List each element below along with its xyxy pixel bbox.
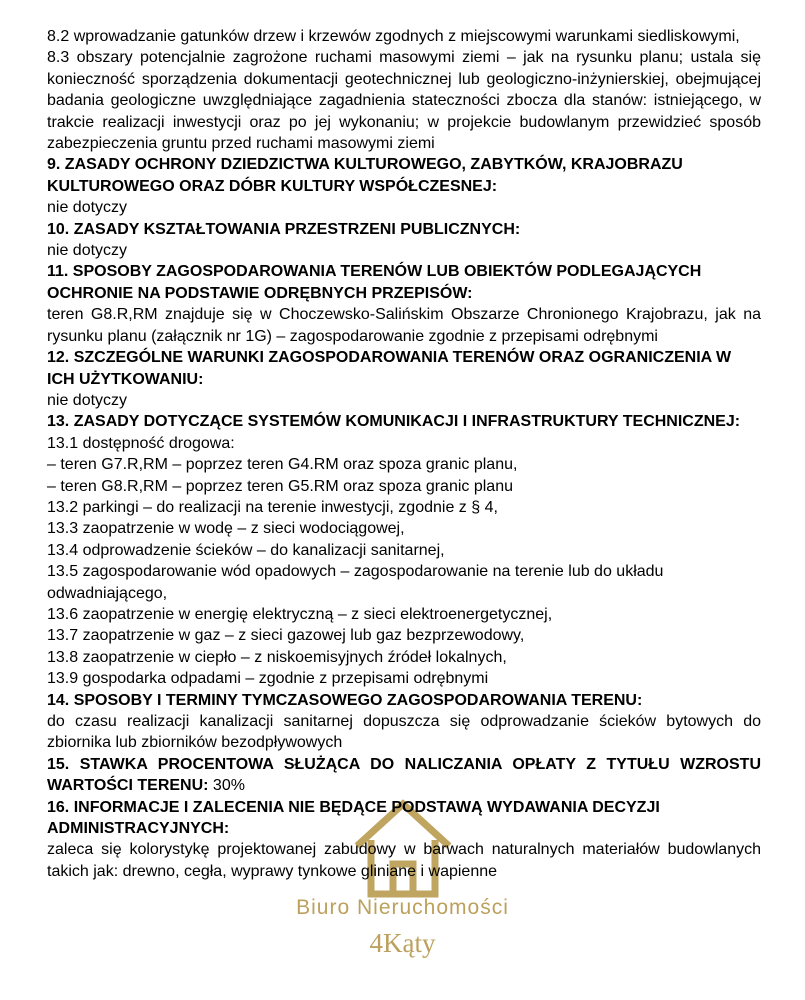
body-text: nie dotyczy <box>47 199 128 217</box>
body-text: 13.1 dostępność drogowa: <box>47 434 235 452</box>
section-heading <box>47 154 761 197</box>
paragraph <box>47 390 761 411</box>
body-text: 13.3 zaopatrzenie w wodę – z sieci wodociągowej, <box>47 520 405 538</box>
paragraph <box>47 711 761 754</box>
section-heading <box>47 347 761 390</box>
watermark-brand-line: Biuro Nieruchomości <box>296 896 509 919</box>
body-text: teren G8.R,RM znajduje się w Choczewsko-Salińskim Obszarze Chronionego Krajobrazu, jak na rysunku planu (załącznik nr 1G) – zagospodarowanie zgodnie z przepisami odrębnymi <box>47 306 761 345</box>
body-text: zaleca się kolorystykę projektowanej zabudowy w barwach naturalnych materiałów budowlanych takich jak: drewno, cegła, wyprawy tynkowe gliniane i wapienne <box>47 841 761 880</box>
body-text: do czasu realizacji kanalizacji sanitarnej dopuszcza się odprowadzanie ścieków bytowych do zbiornika lub zbiorników bezodpływowych <box>47 713 761 752</box>
watermark-logo-text: 4Kąty <box>369 928 436 958</box>
section-heading <box>47 797 761 840</box>
body-text: 30% <box>208 777 245 795</box>
body-text: 13.4 odprowadzenie ścieków – do kanalizacji sanitarnej, <box>47 541 445 559</box>
body-text: nie dotyczy <box>47 242 128 260</box>
body-text: 8.3 obszary potencjalnie zagrożone ruchami masowymi ziemi – jak na rysunku planu; ustala się konieczność sporządzenia dokumentacji geotechnicznej lub geologiczno-inżynierskiej, obejmującej badania geologiczne uwzględniające zagadnienia stateczności zbocza dla stanów: istniejącego, w trakcie realizacji inwestycji oraz po jej wykonaniu; w projekcie budowlanym przewidzieć sposób zabezpieczenia gruntu przed ruchami masowymi ziemi <box>47 49 761 153</box>
paragraph <box>47 240 761 261</box>
paragraph <box>47 604 761 625</box>
paragraph <box>47 647 761 668</box>
paragraph <box>47 668 761 689</box>
paragraph <box>47 540 761 561</box>
document-body <box>47 26 761 882</box>
heading-text: 15. STAWKA PROCENTOWA SŁUŻĄCA DO NALICZANIA OPŁATY Z TYTUŁU WZROSTU WARTOŚCI TERENU: <box>47 755 761 795</box>
paragraph <box>47 26 761 47</box>
paragraph <box>47 839 761 882</box>
body-text: – teren G7.R,RM – poprzez teren G4.RM oraz spoza granic planu, <box>47 456 518 474</box>
heading-text: 12. SZCZEGÓLNE WARUNKI ZAGOSPODAROWANIA TERENÓW ORAZ OGRANICZENIA W ICH UŻYTKOWANIU: <box>47 349 732 388</box>
paragraph <box>47 625 761 646</box>
body-text: 13.8 zaopatrzenie w ciepło – z niskoemisyjnych źródeł lokalnych, <box>47 648 507 666</box>
body-text: 13.7 zaopatrzenie w gaz – z sieci gazowej lub gaz bezprzewodowy, <box>47 627 525 645</box>
body-text: 13.5 zagospodarowanie wód opadowych – zagospodarowanie na terenie lub do układu odwadniającego, <box>47 563 664 602</box>
paragraph <box>47 476 761 497</box>
body-text: 13.2 parkingi – do realizacji na terenie inwestycji, zgodnie z § 4, <box>47 498 498 516</box>
paragraph <box>47 497 761 518</box>
heading-text: 13. ZASADY DOTYCZĄCE SYSTEMÓW KOMUNIKACJI I INFRASTRUKTURY TECHNICZNEJ: <box>47 413 741 431</box>
body-text: nie dotyczy <box>47 391 128 409</box>
body-text: 13.6 zaopatrzenie w energię elektryczną – z sieci elektroenergetycznej, <box>47 605 553 623</box>
paragraph <box>47 454 761 475</box>
body-text: 8.2 wprowadzanie gatunków drzew i krzewów zgodnych z miejscowymi warunkami siedliskowymi, <box>47 28 740 45</box>
section-heading <box>47 219 761 240</box>
heading-text: 11. SPOSOBY ZAGOSPODAROWANIA TERENÓW LUB OBIEKTÓW PODLEGAJĄCYCH OCHRONIE NA PODSTAWIE ODRĘBNYCH PRZEPISÓW: <box>47 263 702 302</box>
paragraph <box>47 197 761 218</box>
paragraph <box>47 561 761 604</box>
heading-text: 9. ZASADY OCHRONY DZIEDZICTWA KULTUROWEGO, ZABYTKÓW, KRAJOBRAZU KULTUROWEGO ORAZ DÓBR KULTURY WSPÓŁCZESNEJ: <box>47 156 683 195</box>
section-heading <box>47 690 761 711</box>
section-heading <box>47 754 761 797</box>
section-heading <box>47 261 761 304</box>
paragraph <box>47 518 761 539</box>
section-heading <box>47 411 761 432</box>
body-text: – teren G8.R,RM – poprzez teren G5.RM oraz spoza granic planu <box>47 477 513 495</box>
paragraph <box>47 433 761 454</box>
body-text: 13.9 gospodarka odpadami – zgodnie z przepisami odrębnymi <box>47 670 489 688</box>
paragraph <box>47 47 761 154</box>
heading-text: 10. ZASADY KSZTAŁTOWANIA PRZESTRZENI PUBLICZNYCH: <box>47 220 521 238</box>
paragraph <box>47 304 761 347</box>
heading-text: 16. INFORMACJE I ZALECENIA NIE BĘDĄCE PODSTAWĄ WYDAWANIA DECYZJI ADMINISTRACYJNYCH: <box>47 798 660 838</box>
heading-text: 14. SPOSOBY I TERMINY TYMCZASOWEGO ZAGOSPODAROWANIA TERENU: <box>47 691 643 709</box>
